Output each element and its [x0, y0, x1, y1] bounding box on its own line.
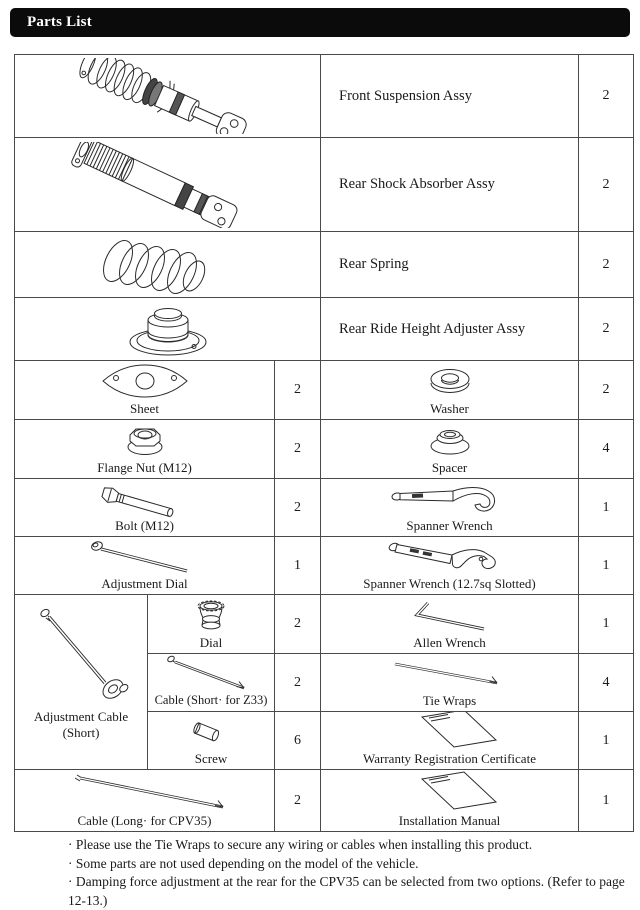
- adjustment-cable-short-icon: [21, 595, 141, 709]
- part-qty: 1: [294, 557, 301, 573]
- part-cell: [321, 361, 579, 420]
- part-label: Installation Manual: [398, 813, 501, 828]
- parts-table: [14, 54, 634, 832]
- part-qty: 1: [602, 792, 610, 808]
- part-qty-cell: [275, 654, 321, 712]
- part-label: Allen Wrench: [413, 635, 486, 650]
- part-label: Spanner Wrench (12.7sq Slotted): [363, 576, 536, 591]
- part-qty: 2: [294, 499, 301, 515]
- screw-icon: [148, 712, 274, 751]
- group-label-line2: (Short): [62, 725, 100, 740]
- warranty-registration-certificate-icon: [321, 712, 578, 751]
- rear-spring-icon: [88, 235, 248, 295]
- footnote-line: · Please use the Tie Wraps to secure any wiring or cables when installing this product.: [68, 837, 533, 852]
- part-label: Flange Nut (M12): [97, 460, 192, 475]
- footnotes: [68, 836, 630, 910]
- part-label: Spanner Wrench: [406, 518, 493, 533]
- part-qty: 2: [602, 382, 610, 397]
- rear-shock-absorber-icon: [28, 142, 308, 228]
- front-suspension-icon: [28, 58, 308, 134]
- part-name: Rear Ride Height Adjuster Assy: [339, 320, 526, 337]
- part-cell: [148, 712, 275, 770]
- part-qty-cell: [275, 537, 321, 595]
- section-header: [10, 8, 630, 37]
- part-name-cell: [321, 232, 579, 298]
- part-qty: 1: [602, 616, 610, 631]
- part-qty-cell: [275, 479, 321, 537]
- part-qty-cell: [579, 712, 633, 770]
- part-qty: 1: [602, 557, 610, 573]
- part-qty-cell: [275, 770, 321, 831]
- part-cell: [15, 479, 275, 537]
- part-qty-cell: [579, 298, 633, 361]
- bolt-icon: [15, 479, 274, 518]
- part-qty-cell: [579, 420, 633, 479]
- part-label: Cable (Short· for Z33): [154, 693, 268, 707]
- installation-manual-icon: [321, 770, 578, 813]
- part-qty-cell: [579, 232, 633, 298]
- part-qty-cell: [579, 55, 633, 138]
- cable-long-icon: [15, 770, 274, 813]
- part-qty: 2: [602, 321, 610, 336]
- page-title: Parts List: [27, 14, 92, 30]
- part-qty: 2: [294, 616, 301, 631]
- part-label: Spacer: [431, 460, 468, 475]
- part-qty-cell: [275, 361, 321, 420]
- flange-nut-icon: [15, 420, 274, 460]
- part-qty-cell: [579, 654, 633, 712]
- part-name: Rear Spring: [339, 256, 409, 272]
- part-qty-cell: [579, 537, 633, 595]
- part-cell: [321, 479, 579, 537]
- group-label-line1: Adjustment Cable: [33, 709, 129, 724]
- part-label: Washer: [430, 401, 469, 416]
- dial-icon: [148, 595, 274, 635]
- part-label: Warranty Registration Certificate: [363, 751, 536, 766]
- allen-wrench-icon: [321, 595, 578, 635]
- part-cell: [148, 595, 275, 654]
- footnote-line: · Some parts are not used depending on the model of the vehicle.: [68, 855, 419, 871]
- part-qty: 1: [602, 499, 610, 515]
- part-qty: 4: [602, 441, 610, 456]
- part-qty: 2: [602, 88, 610, 103]
- part-image-cell: [15, 138, 321, 232]
- part-cell: [15, 537, 275, 595]
- part-qty-cell: [579, 595, 633, 654]
- part-label: Bolt (M12): [115, 518, 174, 533]
- footnote-line: · Damping force adjustment at the rear for the CPV35 can be selected from two options. (Refer to page 12-13.): [68, 874, 625, 908]
- part-qty-cell: [275, 595, 321, 654]
- part-label: Tie Wraps: [422, 693, 477, 708]
- part-qty-cell: [275, 712, 321, 770]
- part-label: Dial: [199, 635, 223, 650]
- part-qty: 2: [602, 176, 610, 192]
- part-qty: 2: [294, 382, 301, 397]
- part-label: Cable (Long· for CPV35): [77, 813, 212, 828]
- part-qty: 2: [294, 674, 301, 690]
- part-qty-cell: [579, 361, 633, 420]
- part-name: Front Suspension Assy: [339, 87, 472, 104]
- part-image-cell: [15, 232, 321, 298]
- part-cell: [321, 537, 579, 595]
- part-qty: 2: [602, 256, 610, 272]
- part-label: Adjustment Dial: [101, 576, 188, 591]
- part-qty: 4: [602, 674, 610, 690]
- spacer-icon: [321, 420, 578, 460]
- part-image-cell: [15, 55, 321, 138]
- part-qty-cell: [579, 770, 633, 831]
- part-name-cell: [321, 138, 579, 232]
- part-cell: [148, 654, 275, 712]
- cable-short-icon: [148, 654, 274, 693]
- tie-wraps-icon: [321, 654, 578, 693]
- part-label: Screw: [194, 751, 228, 766]
- part-cell: [15, 420, 275, 479]
- part-image-cell: [15, 298, 321, 361]
- part-qty-cell: [579, 479, 633, 537]
- part-cell: [15, 770, 275, 831]
- part-qty-cell: [579, 138, 633, 232]
- part-qty: 6: [294, 732, 301, 748]
- part-cell: [321, 420, 579, 479]
- adjustment-cable-group-cell: [15, 595, 148, 770]
- part-qty: 2: [294, 441, 301, 456]
- part-label: Sheet: [130, 401, 159, 416]
- part-name: Rear Shock Absorber Assy: [339, 176, 495, 192]
- spanner-wrench-icon: [321, 479, 578, 518]
- spanner-wrench-slotted-icon: [321, 537, 578, 576]
- part-qty: 2: [294, 792, 301, 808]
- part-name-cell: [321, 55, 579, 138]
- group-label: [34, 709, 128, 769]
- rear-ride-height-adjuster-icon: [108, 300, 228, 358]
- part-cell: [321, 595, 579, 654]
- part-cell: [321, 770, 579, 831]
- part-cell: [321, 654, 579, 712]
- sheet-icon: [15, 361, 274, 401]
- part-qty: 1: [602, 732, 610, 748]
- part-name-cell: [321, 298, 579, 361]
- part-qty-cell: [275, 420, 321, 479]
- part-cell: [321, 712, 579, 770]
- adjustment-dial-icon: [15, 537, 274, 576]
- part-cell: [15, 361, 275, 420]
- washer-icon: [321, 361, 578, 401]
